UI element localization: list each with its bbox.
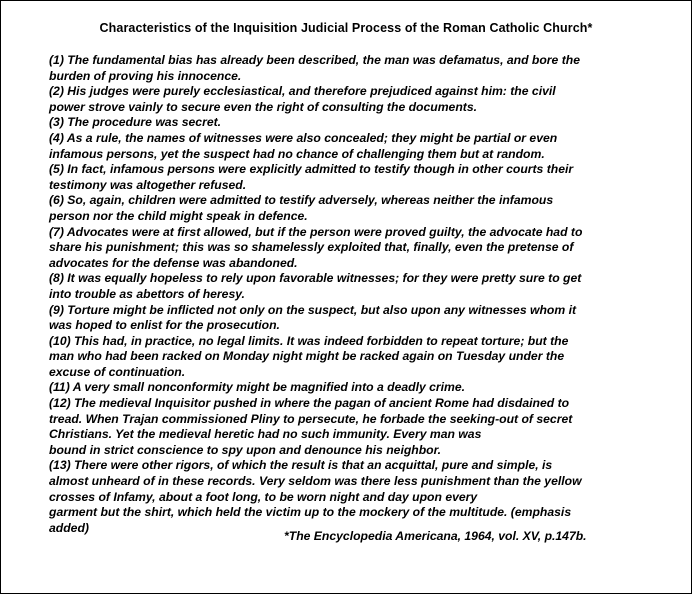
text-line: (12) The medieval Inquisitor pushed in where the pagan of ancient Rome had disdained to: [49, 396, 570, 411]
text-line: crosses of Infamy, about a foot long, to be worn night and day upon every: [49, 489, 478, 504]
text-line: (8) It was equally hopeless to rely upon favorable witnesses; for they were pretty sure to get: [49, 271, 582, 286]
text-line: excuse of continuation.: [49, 364, 186, 379]
text-line: (13) There were other rigors, of which the result is that an acquittal, pure and simple, is: [49, 458, 553, 473]
text-line: person nor the child might speak in defence.: [49, 208, 308, 223]
document-title: Characteristics of the Inquisition Judicial Process of the Roman Catholic Church*: [99, 21, 593, 35]
text-line: (9) Torture might be inflicted not only on the suspect, but also upon any witnesses whom it: [49, 302, 577, 317]
text-line: (10) This had, in practice, no legal limits. It was indeed forbidden to repeat torture; but the: [49, 333, 569, 348]
text-line: was hoped to enlist for the prosecution.: [49, 318, 280, 333]
document-body: [49, 53, 649, 536]
text-line: (1) The fundamental bias has already been described, the man was defamatus, and bore the: [49, 53, 580, 67]
text-line: burden of proving his innocence.: [49, 68, 242, 83]
text-line: advocates for the defense was abandoned.: [49, 255, 298, 270]
text-line: bound in strict conscience to spy upon and denounce his neighbor.: [49, 442, 442, 457]
text-line: Christians. Yet the medieval heretic had no such immunity. Every man was: [49, 427, 482, 442]
text-line: share his punishment; this was so shamelessly exploited that, finally, even the pretense of: [49, 240, 574, 255]
text-line: (3) The procedure was secret.: [49, 115, 222, 130]
text-line: almost unheard of in these records. Very seldom was there less punishment than the yellow: [49, 474, 582, 489]
text-line: (2) His judges were purely ecclesiastical, and therefore prejudiced against him: the civil: [49, 84, 556, 99]
text-line: (7) Advocates were at first allowed, but if the person were proved guilty, the advocate had to: [49, 224, 583, 239]
text-line: garment but the shirt, which held the victim up to the mockery of the multitude. (emphasis: [49, 505, 572, 520]
text-line: tread. When Trajan commissioned Pliny to persecute, he forbade the seeking-out of secret: [49, 411, 573, 426]
citation: *The Encyclopedia Americana, 1964, vol. XV, p.147b.: [284, 529, 587, 543]
text-line: added): [49, 520, 89, 535]
text-line: infamous persons, yet the suspect had no chance of challenging them but at random.: [49, 146, 545, 161]
text-line: (4) As a rule, the names of witnesses were also concealed; they might be partial or even: [49, 130, 558, 145]
text-line: power strove vainly to secure even the right of consulting the documents.: [49, 99, 477, 114]
text-line: into trouble as abettors of heresy.: [49, 286, 245, 301]
text-line: (6) So, again, children were admitted to testify adversely, whereas neither the infamous: [49, 193, 554, 208]
text-line: (11) A very small nonconformity might be magnified into a deadly crime.: [49, 380, 466, 395]
text-line: (5) In fact, infamous persons were explicitly admitted to testify though in other courts their: [49, 162, 574, 177]
text-line: testimony was altogether refused.: [49, 177, 247, 192]
text-line: man who had been racked on Monday night might be racked again on Tuesday under the: [49, 349, 565, 364]
